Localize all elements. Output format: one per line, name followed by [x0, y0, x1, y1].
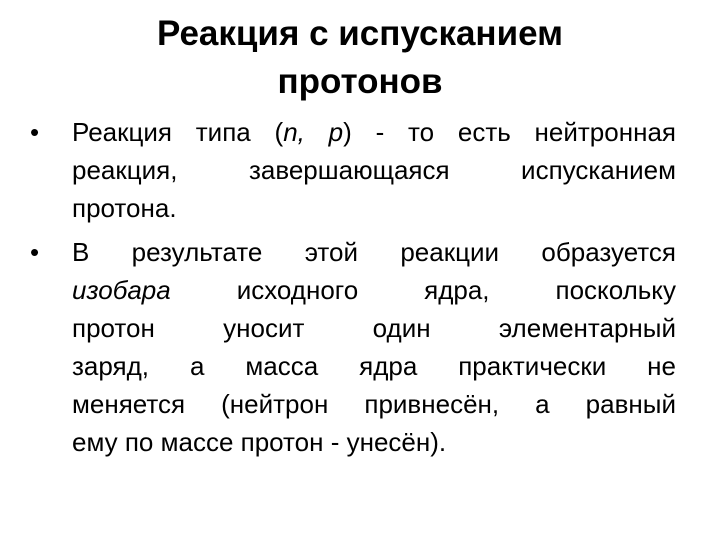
bullet1-italic-np: n, p [283, 117, 344, 147]
bullet-text-1 [72, 113, 676, 227]
title-line-1: Реакция с испусканием [156, 14, 563, 53]
bullet2-line-3: протон уносит один элементарный [72, 313, 676, 343]
bullet2-line-1: В результате этой реакции образуется [72, 237, 676, 267]
bullet2-italic-isobar: изобара [72, 275, 171, 305]
bullet-text-2 [72, 233, 676, 461]
title-line-2: протонов [277, 62, 443, 101]
bullet1-part-1: Реакция типа ( [72, 117, 284, 147]
bullet2-line-2 [72, 271, 676, 309]
bullet2-line-2-rest: исходного ядра, поскольку [236, 275, 676, 305]
bullet-item-1 [0, 113, 720, 227]
bullet1-line-3: протона. [72, 193, 177, 223]
bullet1-part-2: ) - то есть нейтронная [343, 117, 676, 147]
bullet-marker-icon: • [30, 237, 40, 267]
bullet1-line-2: реакция, завершающаяся испусканием [72, 155, 676, 185]
bullet-item-2 [0, 233, 720, 461]
bullet2-line-4: заряд, а масса ядра практически не [72, 351, 676, 381]
bullet-marker-icon: • [30, 117, 40, 147]
bullet1-line-1 [72, 113, 676, 151]
bullet2-line-6: ему по массе протон - унесён). [72, 427, 447, 457]
bullet-list [0, 113, 720, 467]
slide-title [60, 10, 660, 106]
bullet2-line-5: меняется (нейтрон привнесён, а равный [72, 389, 676, 419]
